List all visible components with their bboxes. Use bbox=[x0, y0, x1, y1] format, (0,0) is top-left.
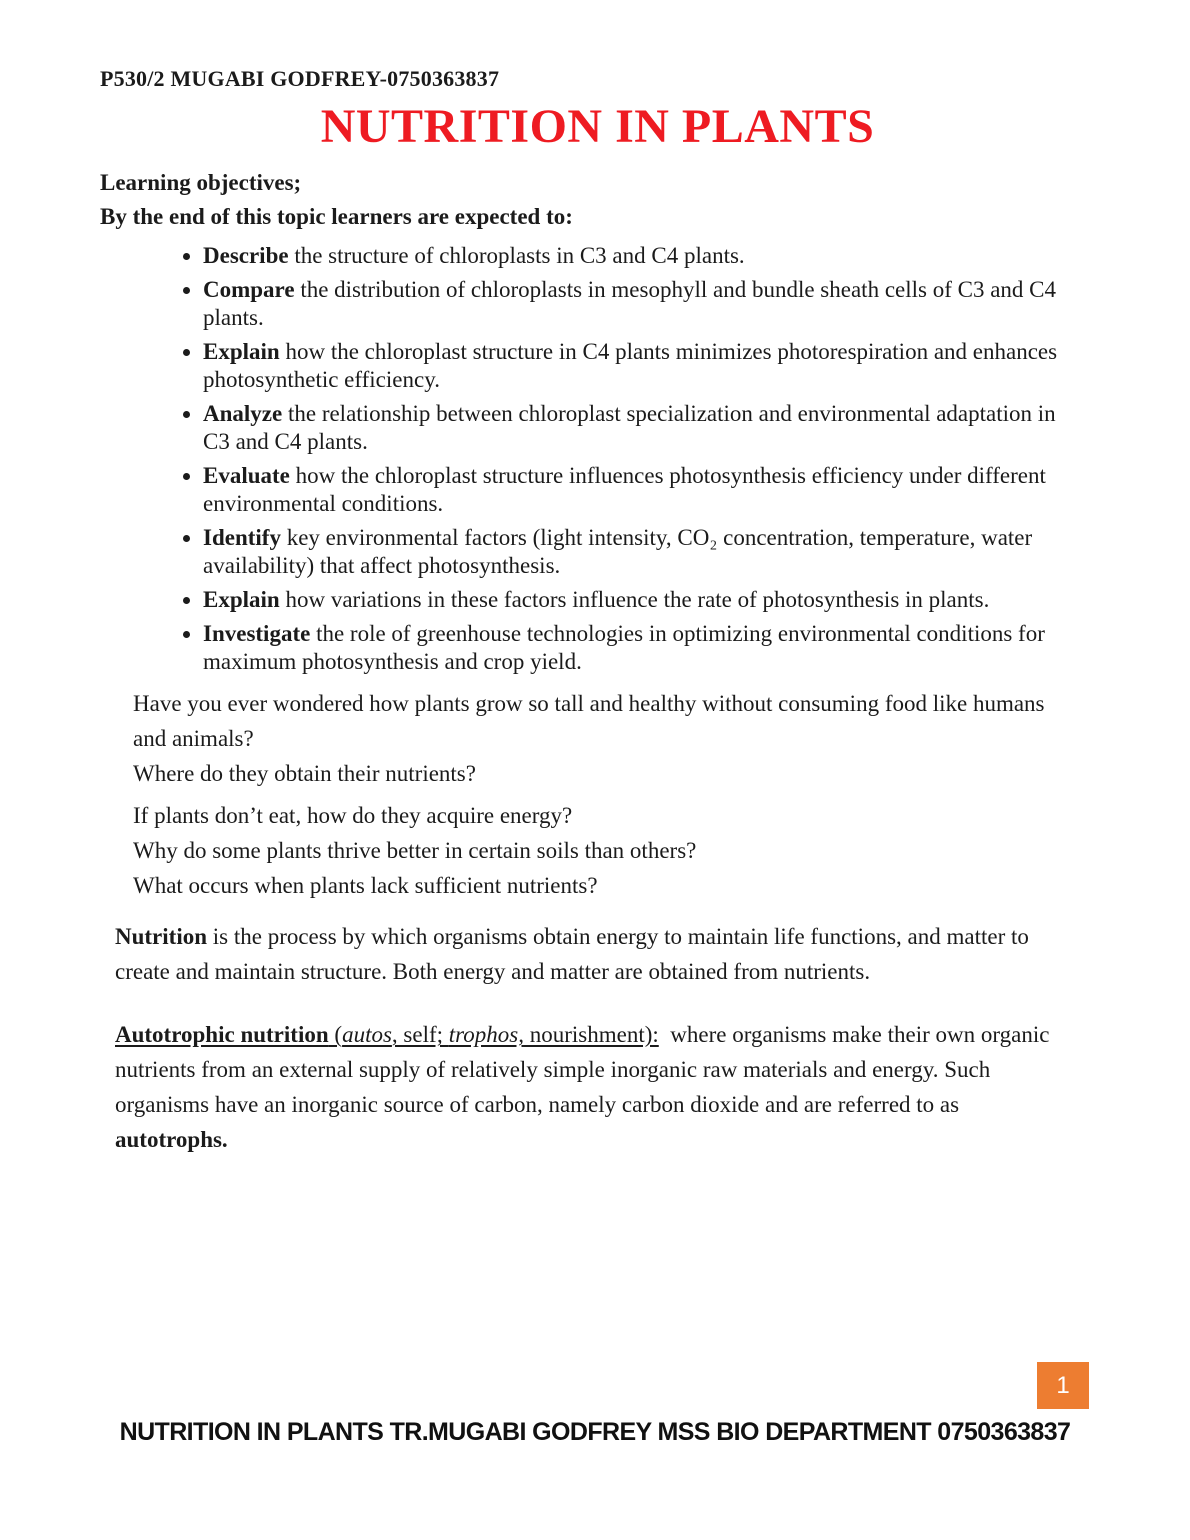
autotrophic-term-group bbox=[115, 1022, 659, 1047]
objective-verb: Identify bbox=[203, 525, 281, 550]
term-separator: , self; bbox=[391, 1022, 449, 1047]
objective-item bbox=[203, 242, 1075, 270]
autotrophic-paragraph bbox=[115, 1017, 1070, 1157]
footer-text: NUTRITION IN PLANTS TR.MUGABI GODFREY MSS BIO DEPARTMENT 0750363837 bbox=[119, 1418, 1071, 1446]
objectives-intro: By the end of this topic learners are expected to: bbox=[100, 204, 573, 229]
objective-text: how the chloroplast structure influences photosynthesis efficiency under different environmental conditions. bbox=[203, 463, 1046, 516]
autotrophic-term: Autotrophic nutrition bbox=[115, 1022, 329, 1047]
objective-verb: Explain bbox=[203, 587, 280, 612]
objective-item bbox=[203, 462, 1075, 518]
objective-item bbox=[203, 338, 1075, 394]
question-line: Have you ever wondered how plants grow so tall and healthy without consuming food like humans and animals? bbox=[133, 691, 1045, 751]
paren-open: ( bbox=[328, 1022, 343, 1047]
objective-text: how the chloroplast structure in C4 plants minimizes photorespiration and enhances photosynthetic efficiency. bbox=[203, 339, 1058, 392]
questions-section bbox=[133, 686, 1073, 903]
term-tail: nourishment): bbox=[523, 1022, 659, 1047]
autotrophic-paragraph-text: where organisms make their own organic nutrients from an external supply of relatively simple inorganic raw materials and energy. Such organisms have an inorganic source of carbon, namely carbon dioxide and are referred to as bbox=[115, 1022, 1050, 1117]
objective-verb: Compare bbox=[203, 277, 295, 302]
question-line: If plants don’t eat, how do they acquire energy? bbox=[133, 803, 573, 828]
objective-verb: Analyze bbox=[203, 401, 283, 426]
objective-item bbox=[203, 400, 1075, 456]
nutrition-paragraph-text: is the process by which organisms obtain energy to maintain life functions, and matter to create and maintain structure. Both energy and matter are obtained from nutrients. bbox=[115, 924, 1029, 984]
page-number-badge: 1 bbox=[1037, 1362, 1089, 1409]
objective-item bbox=[203, 524, 1075, 580]
document-header-line: P530/2 MUGABI GODFREY-0750363837 bbox=[100, 66, 500, 91]
autotrophs-term: autotrophs. bbox=[115, 1127, 228, 1152]
italic-term-trophos: trophos, bbox=[448, 1022, 524, 1047]
objective-text: the distribution of chloroplasts in mesophyll and bundle sheath cells of C3 and C4 plants. bbox=[203, 277, 1057, 330]
objective-text: how variations in these factors influence the rate of photosynthesis in plants. bbox=[279, 587, 990, 612]
objective-verb: Investigate bbox=[203, 621, 311, 646]
objective-item bbox=[203, 586, 1075, 614]
question-line: Why do some plants thrive better in certain soils than others? bbox=[133, 838, 697, 863]
nutrition-paragraph bbox=[115, 919, 1070, 989]
question-line: Where do they obtain their nutrients? bbox=[133, 761, 476, 786]
objective-text: the role of greenhouse technologies in optimizing environmental conditions for maximum photosynthesis and crop yield. bbox=[203, 621, 1045, 674]
nutrition-term: Nutrition bbox=[115, 924, 207, 949]
objective-text: the structure of chloroplasts in C3 and C4 plants. bbox=[288, 243, 745, 268]
objective-item bbox=[203, 276, 1075, 332]
objective-verb: Evaluate bbox=[203, 463, 290, 488]
objective-item bbox=[203, 620, 1075, 676]
objective-verb: Describe bbox=[203, 243, 289, 268]
question-line: What occurs when plants lack sufficient nutrients? bbox=[133, 873, 598, 898]
objective-verb: Explain bbox=[203, 339, 280, 364]
objectives-heading: Learning objectives; bbox=[100, 170, 302, 195]
document-title: NUTRITION IN PLANTS bbox=[320, 100, 875, 153]
italic-term-autos: autos bbox=[342, 1022, 392, 1047]
objective-text: the relationship between chloroplast specialization and environmental adaptation in C3 and C4 plants. bbox=[203, 401, 1056, 454]
objectives-list bbox=[100, 242, 1075, 676]
objective-text: key environmental factors (light intensity, CO₂ concentration, temperature, water availability) that affect photosynthesis. bbox=[203, 525, 1033, 578]
